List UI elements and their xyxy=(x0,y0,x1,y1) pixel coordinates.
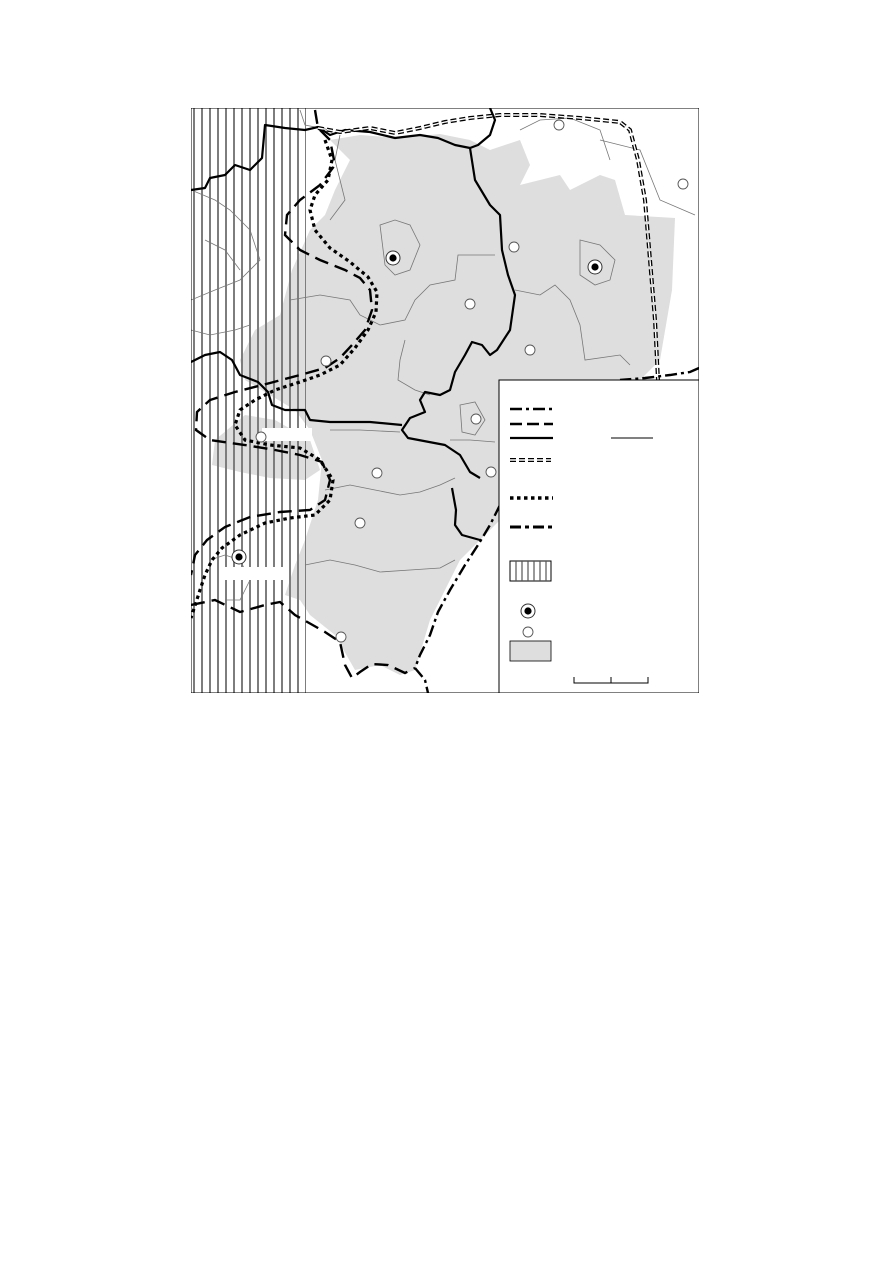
town-circle-icon xyxy=(523,627,533,637)
town-circle-icon xyxy=(355,518,365,528)
label-gap-2 xyxy=(222,567,286,580)
gray-area-icon xyxy=(510,641,551,661)
town-circle-icon xyxy=(372,468,382,478)
capital-dot-icon xyxy=(232,550,246,564)
legend xyxy=(499,380,699,693)
town-circle-icon xyxy=(509,242,519,252)
town-circle-icon xyxy=(336,632,346,642)
label-gap-1 xyxy=(262,428,312,441)
capital-dot-icon xyxy=(521,604,535,618)
town-circle-icon xyxy=(256,432,266,442)
map-canvas xyxy=(191,108,699,693)
town-circle-icon xyxy=(486,467,496,477)
town-circle-icon xyxy=(465,299,475,309)
town-circle-icon xyxy=(678,179,688,189)
vertical-hatch-icon xyxy=(510,561,551,581)
capital-dot-icon xyxy=(386,251,400,265)
town-circle-icon xyxy=(525,345,535,355)
town-circle-icon xyxy=(321,356,331,366)
town-circle-icon xyxy=(471,414,481,424)
town-circle-icon xyxy=(554,120,564,130)
capital-dot-icon xyxy=(588,260,602,274)
map-frame xyxy=(191,108,699,693)
